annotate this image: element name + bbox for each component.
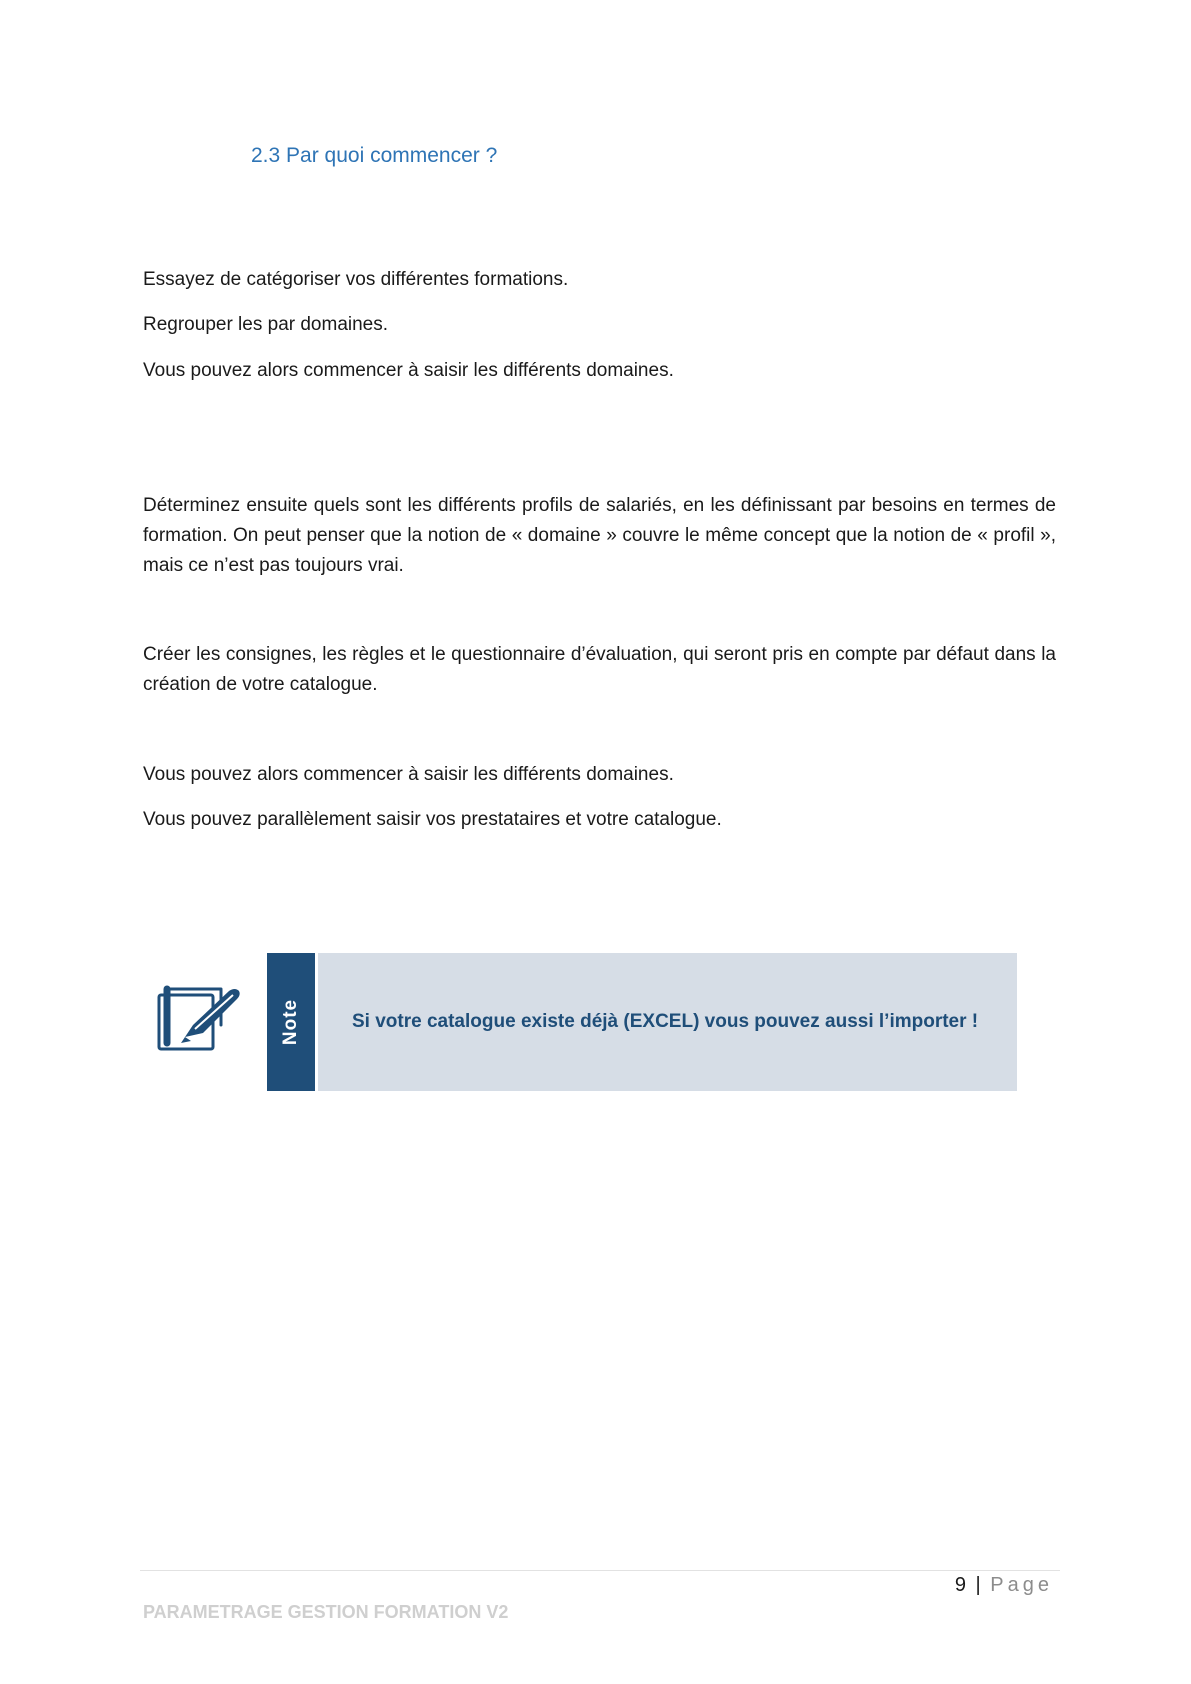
paragraph-categorize: Essayez de catégoriser vos différentes formations. [143, 269, 569, 290]
edit-note-icon [155, 985, 243, 1055]
note-body [318, 953, 1017, 1091]
page-number-value: 9 [954, 1574, 966, 1596]
paragraph-evaluation: Créer les consignes, les règles et le questionnaire d’évaluation, qui seront pris en compte par défaut dans la création de votre catalogue. [143, 644, 1056, 695]
paragraph-enter-domains-again: Vous pouvez alors commencer à saisir les différents domaines. [143, 764, 674, 785]
note-tab [267, 953, 315, 1091]
page-word: Page [990, 1574, 1053, 1596]
paragraph-providers-catalog: Vous pouvez parallèlement saisir vos prestataires et votre catalogue. [143, 809, 722, 830]
paragraph-enter-domains: Vous pouvez alors commencer à saisir les différents domaines. [143, 360, 674, 381]
page-number-separator: | [975, 1574, 981, 1596]
page-number [955, 1574, 1053, 1597]
note-tab-label: Note [280, 998, 301, 1046]
note-callout [267, 953, 1017, 1091]
section-heading: 2.3 Par quoi commencer ? [251, 144, 498, 167]
paragraph-profiles: Déterminez ensuite quels sont les différents profils de salariés, en les définissant par besoins en termes de formation. On peut penser que la notion de « domaine » couvre le même concept que la notion de « profil », mais ce n’est pas toujours vrai. [143, 495, 1056, 576]
paragraph-group-domains: Regrouper les par domaines. [143, 314, 389, 335]
note-text: Si votre catalogue existe déjà (EXCEL) vous pouvez aussi l’importer ! [352, 1011, 979, 1032]
footer-divider [140, 1570, 1060, 1571]
footer-document-title: PARAMETRAGE GESTION FORMATION V2 [143, 1602, 509, 1622]
